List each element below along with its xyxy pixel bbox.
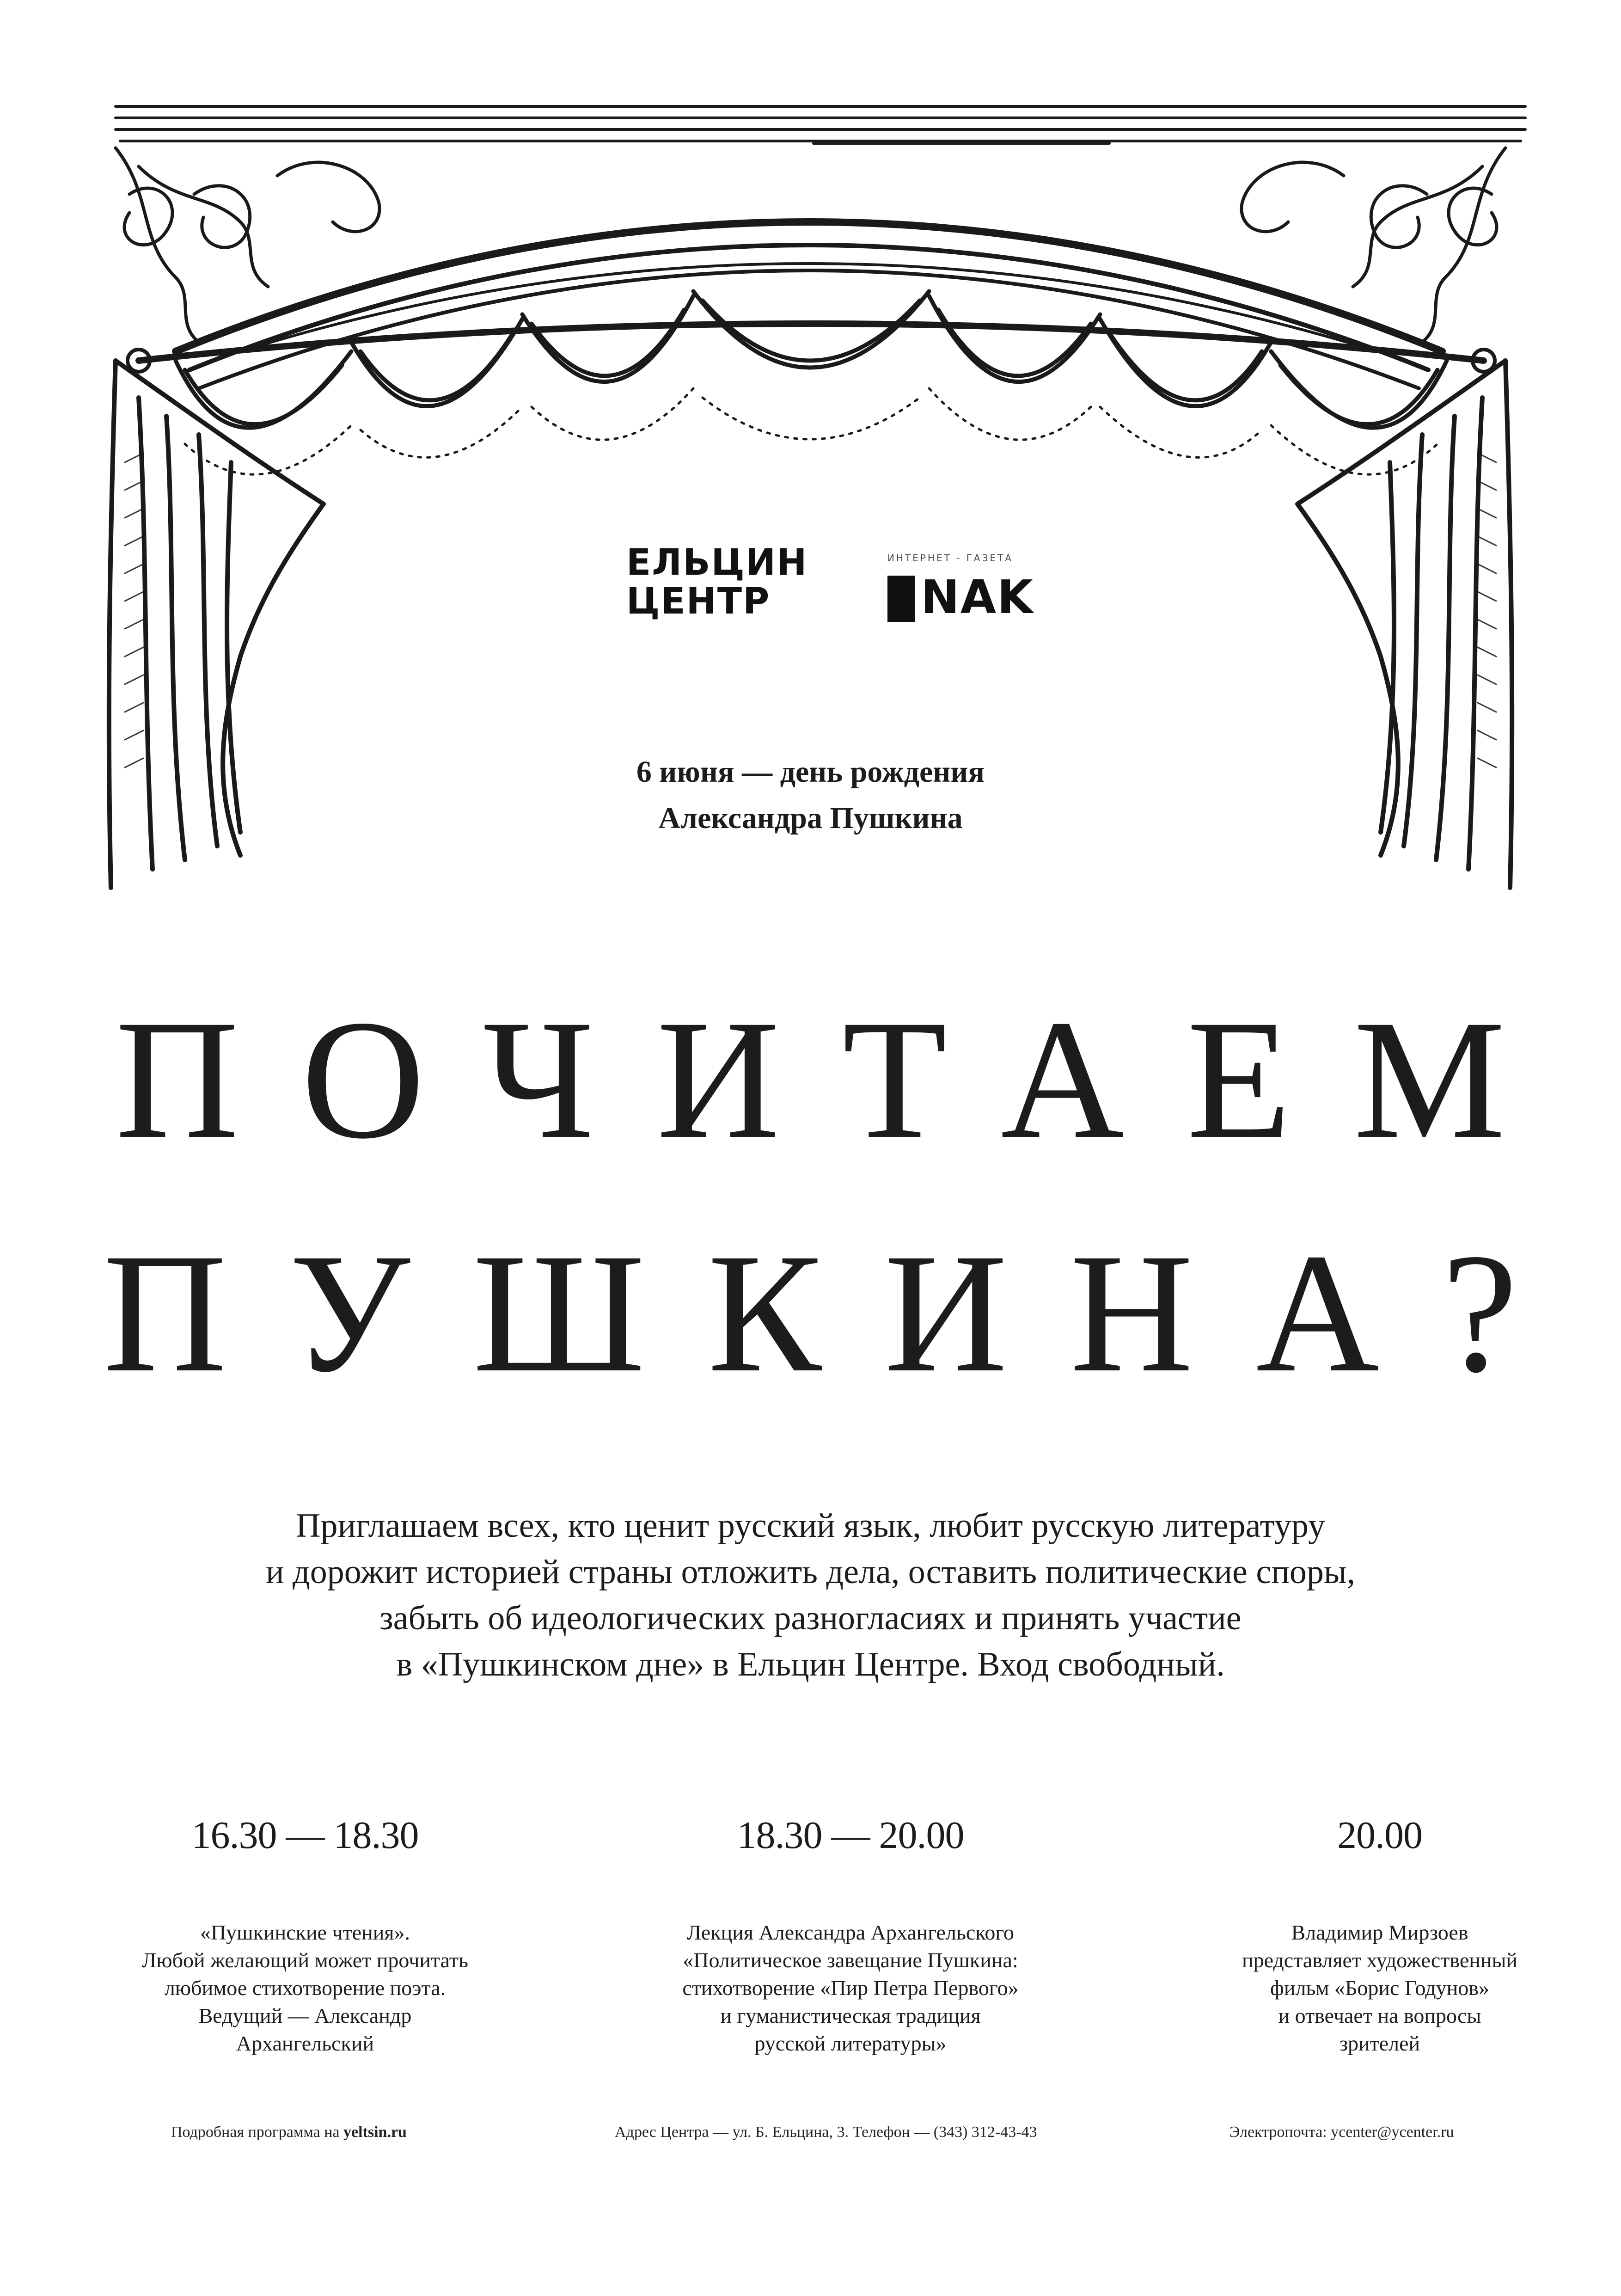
description-line: любимое стихотворение поэта. — [164, 1976, 446, 2000]
znak-wordmark: NAK — [921, 570, 1034, 624]
description-line: Владимир Мирзоев — [1291, 1921, 1468, 1944]
footer-program-link[interactable]: yeltsin.ru — [343, 2124, 407, 2141]
subtitle-line-1: 6 июня — день рождения — [636, 755, 985, 789]
description-line: Любой желающий может прочитать — [142, 1948, 468, 1972]
description-line: и отвечает на вопросы — [1278, 2004, 1481, 2027]
schedule-description — [1172, 1919, 1588, 2057]
schedule-item-film — [1172, 1812, 1588, 2057]
poster-title-line-1: ПОЧИТАЕМ — [115, 985, 1568, 1174]
intro-line: в «Пушкинском дне» в Ельцин Центре. Вход свободный. — [396, 1645, 1225, 1683]
footer-program — [171, 2122, 407, 2143]
yeltsin-logo-line1: ЕЛЬЦИН — [626, 542, 808, 583]
znak-z-mark-icon — [887, 576, 915, 622]
schedule-time: 18.30 — 20.00 — [737, 1814, 964, 1857]
intro-paragraph — [153, 1503, 1468, 1688]
footer-program-prefix: Подробная программа на — [171, 2124, 340, 2141]
intro-line: Приглашаем всех, кто ценит русский язык, любит русскую литературу — [296, 1507, 1325, 1545]
schedule-item-lecture — [642, 1812, 1058, 2057]
yeltsin-center-logo — [626, 543, 820, 621]
description-line: Лекция Александра Архангельского — [686, 1921, 1015, 1944]
description-line: и гуманистическая традиция — [720, 2004, 981, 2027]
footer-address: Адрес Центра — ул. Б. Ельцина, 3. Телефон — (343) 312-43-43 — [615, 2124, 1037, 2141]
description-line: фильм «Борис Годунов» — [1270, 1976, 1489, 2000]
description-line: стихотворение «Пир Петра Первого» — [682, 1976, 1019, 2000]
znak-caption: ИНТЕРНЕТ - ГАЗЕТА — [887, 553, 1013, 564]
yeltsin-logo-line2: ЦЕНТР — [626, 581, 771, 622]
subtitle-line-2: Александра Пушкина — [658, 801, 963, 835]
description-line: зрителей — [1339, 2032, 1420, 2055]
description-line: Архангельский — [236, 2032, 374, 2055]
schedule-time: 20.00 — [1337, 1814, 1422, 1857]
znak-logo — [887, 553, 1040, 626]
event-subtitle — [416, 749, 1205, 841]
schedule-description — [97, 1919, 513, 2057]
poster-title-line-2: ПУШКИНА? — [103, 1218, 1580, 1408]
footer-email[interactable]: Электропочта: ycenter@ycenter.ru — [1230, 2124, 1454, 2141]
schedule-item-readings — [97, 1812, 513, 2057]
schedule-time: 16.30 — 18.30 — [191, 1814, 419, 1857]
intro-line: и дорожит историей страны отложить дела, оставить политические споры, — [265, 1553, 1356, 1591]
description-line: «Пушкинские чтения». — [200, 1921, 410, 1944]
description-line: представляет художественный — [1242, 1948, 1518, 1972]
schedule-description — [642, 1919, 1058, 2057]
description-line: русской литературы» — [754, 2032, 947, 2055]
description-line: «Политическое завещание Пушкина: — [683, 1948, 1018, 1972]
intro-line: забыть об идеологических разногласиях и принять участие — [379, 1599, 1242, 1637]
description-line: Ведущий — Александр — [198, 2004, 412, 2027]
